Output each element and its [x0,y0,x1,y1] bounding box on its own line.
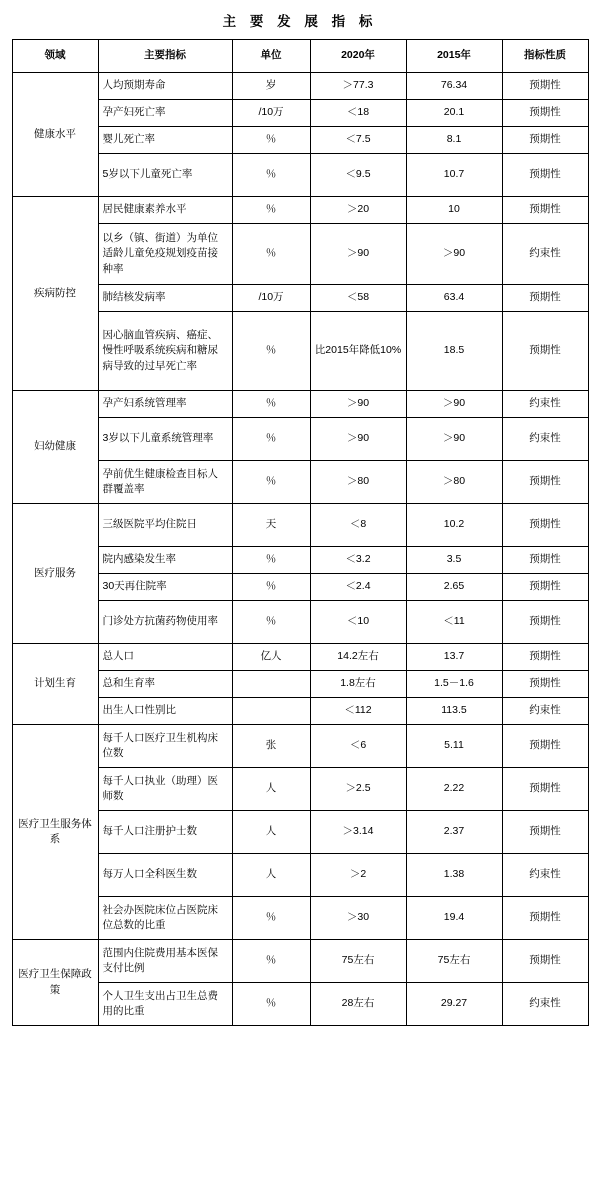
table-row [12,285,588,312]
value-2015-cell: 29.27 [406,983,502,1026]
value-2015-cell: ＜11 [406,601,502,644]
table-row [12,671,588,698]
table-row [12,897,588,940]
indicator-cell: 因心脑血管疾病、癌症、慢性呼吸系统疾病和糖尿病导致的过早死亡率 [98,312,232,391]
nature-cell: 预期性 [502,547,588,574]
unit-cell [232,698,310,725]
table-row [12,940,588,983]
table-row [12,768,588,811]
indicator-cell: 每千人口注册护士数 [98,811,232,854]
value-2020-cell: ＞30 [310,897,406,940]
value-2015-cell: 2.22 [406,768,502,811]
value-2020-cell: ＜3.2 [310,547,406,574]
value-2015-cell: 18.5 [406,312,502,391]
table-header-row [12,40,588,73]
column-header-2020: 2020年 [310,40,406,73]
table-row [12,391,588,418]
unit-cell: 天 [232,504,310,547]
value-2020-cell: ＜7.5 [310,127,406,154]
indicator-cell: 总人口 [98,644,232,671]
indicator-cell: 门诊处方抗菌药物使用率 [98,601,232,644]
value-2015-cell: 63.4 [406,285,502,312]
value-2015-cell: 8.1 [406,127,502,154]
value-2020-cell: ＜18 [310,100,406,127]
nature-cell: 预期性 [502,127,588,154]
nature-cell: 约束性 [502,391,588,418]
unit-cell: ％ [232,197,310,224]
nature-cell: 约束性 [502,983,588,1026]
nature-cell: 预期性 [502,504,588,547]
nature-cell: 预期性 [502,940,588,983]
value-2020-cell: ＞90 [310,418,406,461]
indicator-cell: 个人卫生支出占卫生总费用的比重 [98,983,232,1026]
value-2020-cell: ＜8 [310,504,406,547]
indicator-cell: 出生人口性别比 [98,698,232,725]
unit-cell: 亿人 [232,644,310,671]
value-2015-cell: 3.5 [406,547,502,574]
unit-cell: 人 [232,854,310,897]
indicator-cell: 范围内住院费用基本医保支付比例 [98,940,232,983]
table-row [12,854,588,897]
value-2015-cell: 5.11 [406,725,502,768]
nature-cell: 约束性 [502,698,588,725]
domain-cell: 健康水平 [12,73,98,197]
table-row [12,418,588,461]
unit-cell: ％ [232,547,310,574]
nature-cell: 预期性 [502,644,588,671]
unit-cell: 人 [232,768,310,811]
value-2020-cell: ＞3.14 [310,811,406,854]
unit-cell: ％ [232,312,310,391]
unit-cell: ％ [232,574,310,601]
indicators-table [12,39,589,1026]
column-header-indicator: 主要指标 [98,40,232,73]
value-2015-cell: 75左右 [406,940,502,983]
value-2015-cell: 13.7 [406,644,502,671]
table-row [12,547,588,574]
indicator-cell: 社会办医院床位占医院床位总数的比重 [98,897,232,940]
unit-cell: ％ [232,940,310,983]
table-header [12,40,588,73]
nature-cell: 预期性 [502,725,588,768]
table-row [12,644,588,671]
nature-cell: 预期性 [502,601,588,644]
domain-cell: 计划生育 [12,644,98,725]
table-row [12,725,588,768]
value-2020-cell: 1.8左右 [310,671,406,698]
value-2020-cell: ＜9.5 [310,154,406,197]
table-row [12,574,588,601]
value-2015-cell: ＞80 [406,461,502,504]
value-2015-cell: ＞90 [406,418,502,461]
value-2015-cell: ＞90 [406,224,502,285]
indicator-cell: 孕产妇系统管理率 [98,391,232,418]
value-2015-cell: 10 [406,197,502,224]
indicator-cell: 居民健康素养水平 [98,197,232,224]
nature-cell: 约束性 [502,224,588,285]
value-2020-cell: ＜2.4 [310,574,406,601]
value-2015-cell: 19.4 [406,897,502,940]
table-row [12,461,588,504]
value-2020-cell: ＞80 [310,461,406,504]
indicator-cell: 每千人口执业（助理）医师数 [98,768,232,811]
value-2015-cell: 20.1 [406,100,502,127]
value-2020-cell: ＞20 [310,197,406,224]
domain-cell: 妇幼健康 [12,391,98,504]
table-row [12,698,588,725]
unit-cell: ％ [232,224,310,285]
nature-cell: 预期性 [502,897,588,940]
value-2015-cell: 10.7 [406,154,502,197]
value-2020-cell: ＜10 [310,601,406,644]
page-title: 主 要 发 展 指 标 [222,14,378,29]
value-2020-cell: ＜112 [310,698,406,725]
nature-cell: 预期性 [502,285,588,312]
table-row [12,504,588,547]
table-row [12,73,588,100]
unit-cell: ％ [232,601,310,644]
unit-cell: ％ [232,154,310,197]
unit-cell: ％ [232,983,310,1026]
unit-cell: ％ [232,127,310,154]
table-row [12,601,588,644]
domain-cell: 医疗服务 [12,504,98,644]
column-header-unit: 单位 [232,40,310,73]
indicator-cell: 肺结核发病率 [98,285,232,312]
nature-cell: 预期性 [502,197,588,224]
value-2020-cell: 14.2左右 [310,644,406,671]
nature-cell: 预期性 [502,574,588,601]
table-row [12,224,588,285]
unit-cell: ％ [232,418,310,461]
indicator-cell: 院内感染发生率 [98,547,232,574]
table-row [12,312,588,391]
indicator-cell: 孕产妇死亡率 [98,100,232,127]
value-2015-cell: 76.34 [406,73,502,100]
indicator-cell: 5岁以下儿童死亡率 [98,154,232,197]
table-body [12,73,588,1026]
value-2020-cell: ＞2.5 [310,768,406,811]
indicator-cell: 每万人口全科医生数 [98,854,232,897]
unit-cell: ％ [232,391,310,418]
value-2020-cell: ＞90 [310,224,406,285]
indicator-cell: 以乡（镇、街道）为单位适龄儿童免疫规划疫苗接种率 [98,224,232,285]
indicator-cell: 婴儿死亡率 [98,127,232,154]
value-2015-cell: 1.38 [406,854,502,897]
value-2020-cell: ＜58 [310,285,406,312]
nature-cell: 约束性 [502,854,588,897]
indicator-cell: 人均预期寿命 [98,73,232,100]
value-2020-cell: ＞2 [310,854,406,897]
nature-cell: 预期性 [502,312,588,391]
value-2020-cell: 比2015年降低10% [310,312,406,391]
unit-cell: /10万 [232,100,310,127]
indicator-cell: 孕前优生健康检查目标人群覆盖率 [98,461,232,504]
domain-cell: 医疗卫生服务体系 [12,725,98,940]
table-row [12,197,588,224]
column-header-nature: 指标性质 [502,40,588,73]
unit-cell: 张 [232,725,310,768]
table-row [12,983,588,1026]
unit-cell: ％ [232,897,310,940]
value-2015-cell: 2.37 [406,811,502,854]
value-2020-cell: ＜6 [310,725,406,768]
value-2015-cell: ＞90 [406,391,502,418]
unit-cell: ％ [232,461,310,504]
table-row [12,811,588,854]
unit-cell: /10万 [232,285,310,312]
column-header-domain: 领域 [12,40,98,73]
unit-cell [232,671,310,698]
value-2020-cell: ＞90 [310,391,406,418]
table-row [12,154,588,197]
nature-cell: 预期性 [502,768,588,811]
nature-cell: 预期性 [502,154,588,197]
nature-cell: 预期性 [502,461,588,504]
column-header-2015: 2015年 [406,40,502,73]
nature-cell: 约束性 [502,418,588,461]
indicator-cell: 3岁以下儿童系统管理率 [98,418,232,461]
nature-cell: 预期性 [502,811,588,854]
value-2015-cell: 2.65 [406,574,502,601]
indicator-cell: 每千人口医疗卫生机构床位数 [98,725,232,768]
nature-cell: 预期性 [502,100,588,127]
indicator-cell: 30天再住院率 [98,574,232,601]
value-2020-cell: 28左右 [310,983,406,1026]
indicator-cell: 三级医院平均住院日 [98,504,232,547]
table-row [12,100,588,127]
nature-cell: 预期性 [502,671,588,698]
domain-cell: 疾病防控 [12,197,98,391]
nature-cell: 预期性 [502,73,588,100]
indicator-cell: 总和生育率 [98,671,232,698]
unit-cell: 人 [232,811,310,854]
unit-cell: 岁 [232,73,310,100]
table-row [12,127,588,154]
value-2015-cell: 10.2 [406,504,502,547]
value-2015-cell: 1.5－1.6 [406,671,502,698]
value-2015-cell: 113.5 [406,698,502,725]
value-2020-cell: 75左右 [310,940,406,983]
domain-cell: 医疗卫生保障政策 [12,940,98,1026]
value-2020-cell: ＞77.3 [310,73,406,100]
